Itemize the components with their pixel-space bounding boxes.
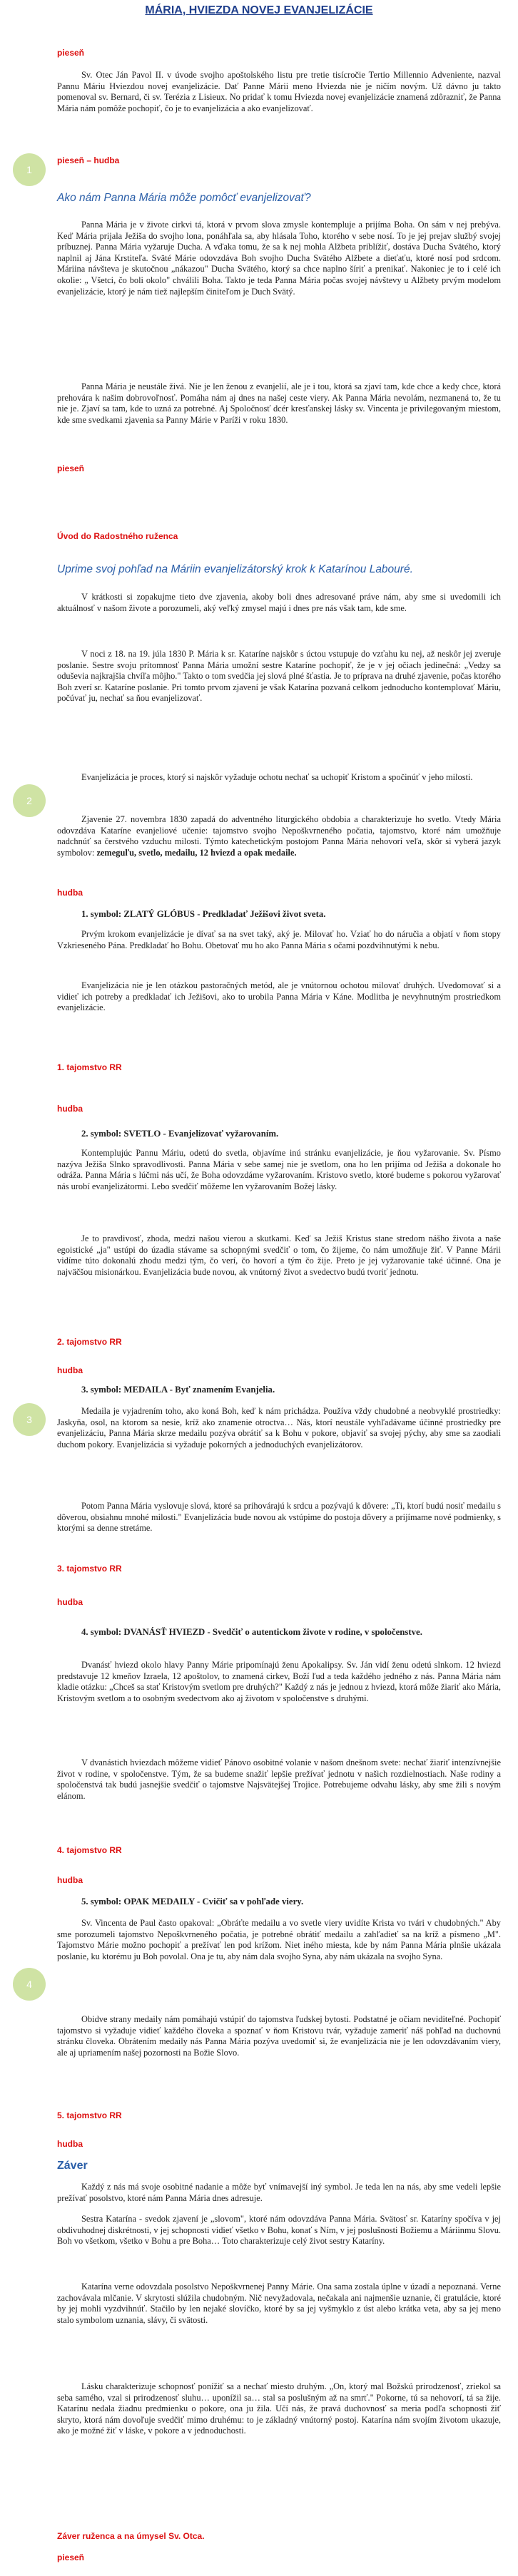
symbol-4-heading: 4. symbol: DVANÁSŤ HVIEZD - Svedčiť o autentickom živote v rodine, v spoločenstve.	[81, 1627, 422, 1637]
conclusion-paragraph-2: Sestra Katarína - svedok zjavení je „slovom", ktoré nám odovzdáva Panna Mária. Svätosť sr. Kataríny spočíva v jej obdivuhodnej diskrétnosti, v jej schopnosti vidieť všetko v Bohu, konať s Ním, v jej poslušnosti Božiemu a Máriinmu Slovu. Boh vo všetkom, všetko v Bohu a pre Boha… Toto charakterizuje celý život sestry Kataríny.	[57, 2214, 501, 2247]
music-label: hudba	[57, 2139, 83, 2149]
symbol-3-heading: 3. symbol: MEDAILA - Byť znamením Evanjelia.	[81, 1385, 275, 1395]
song-music-label: pieseň – hudba	[57, 155, 120, 165]
conclusion-paragraph-3: Katarína verne odovzdala posolstvo Nepoškvrnenej Panny Márie. Ona sama zostala úplne v úzadí a nepoznaná. Verne zachovávala mlčanie. V skrytosti slúžila chudobným. Nič nevyžadovala, nečakala ani najmenšie uznanie, či gratulácie, ktoré by jej mohli vyzdvihnúť. Stačilo by len nejaké slovíčko, ktoré by sa jej vyšmyklo z úst alebo krátka veta, aby sa jej meno stalo symbolom uznania, slávy, či svätosti.	[57, 2282, 501, 2325]
conclusion-paragraph-1: Každý z nás má svoje osobitné nadanie a môže byť vnímavejší iný symbol. Je teda len na nás, aby sme vedeli lepšie prežívať posolstvo, ktoré nám Panna Mária dnes adresuje.	[57, 2182, 501, 2203]
marker-4: 4	[13, 1968, 46, 2001]
marker-3: 3	[13, 1403, 46, 1436]
symbol-5-heading: 5. symbol: OPAK MEDAILY - Cvičiť sa v pohľade viery.	[81, 1897, 304, 1907]
mystery-5-label: 5. tajomstvo RR	[57, 2110, 122, 2120]
symbol-4-paragraph-1: Dvanásť hviezd okolo hlavy Panny Márie pripomínajú ženu Apokalipsy. Sv. Ján vidí ženu odetú slnkom. 12 hviezd predstavuje 12 kmeňov Izraela, 12 apoštolov, to znamená cirkev, Boží ľud a teda každého jedného z nás. Panna Mária nám kladie otázku: „Chceš sa stať Kristovým svetlom pre druhých?" Každý z nás je jednou z hviezd, ktorá môže žiariť ako Mária, Kristovým svetlom a to osobným svedectvom ako aj životom v spoločenstve s druhými.	[57, 1660, 501, 1703]
rosary-subtitle: Uprime svoj pohľad na Máriin evanjelizátorský krok k Katarínou Labouré.	[57, 563, 413, 575]
music-label: hudba	[57, 1875, 83, 1885]
conclusion-end-line: Záver ruženca a na úmysel Sv. Otca.	[57, 2531, 205, 2541]
intro-paragraph-1: Sv. Otec Ján Pavol II. v úvode svojho apoštolského listu pre tretie tisícročie Tertio Millennio Adveniente, nazval Pannu Máriu Hviezdou novej evanjelizácie. Dať Panne Márii meno Hviezda nie je ničím novým. Už dávno ju takto pomenoval sv. Bernard, či sv. Terézia z Lisieux. No pridať k tomu Hviezda novej evanjelizácie znamená zdôrazniť, že Panna Mária nám pomôže pochopiť, čo je to evanjelizácia a ako evanjelizovať.	[57, 70, 501, 113]
symbol-3-paragraph-2: Potom Panna Mária vyslovuje slová, ktoré sa prihovárajú k srdcu a pozývajú k dôvere: „Ti, ktorí budú nosiť medailu s dôverou, obsiahnu mnohé milosti." Evanjelizácia bude novou ak vstúpime do postoja dôvery a prijímame nové podmienky, s ktorými sa denne stretáme.	[57, 1501, 501, 1534]
music-label: hudba	[57, 1365, 83, 1375]
song-label: pieseň	[57, 2552, 85, 2562]
mystery-2-label: 2. tajomstvo RR	[57, 1337, 122, 1347]
symbol-1-paragraph-2: Evanjelizácia nie je len otázkou pastoračných metód, ale je vnútornou ochotou milovať druhých. Uvedomovať si a vidieť ich potreby a predkladať ich Ježišovi, ako to urobila Panna Mária v Káne. Modlitba je nevyhnutným prostriedkom evanjelizácie.	[57, 980, 501, 1013]
song-end-label: pieseň	[57, 463, 85, 473]
music-label: hudba	[57, 888, 83, 898]
conclusion-heading: Záver	[57, 2160, 88, 2172]
marker-2: 2	[13, 784, 46, 817]
symbol-1-heading: 1. symbol: ZLATÝ GLÓBUS - Predkladať Ježišovi život sveta.	[81, 909, 326, 919]
music-label: hudba	[57, 1597, 83, 1607]
symbol-4-paragraph-2: V dvanástich hviezdach môžeme vidieť Pánovo osobitné volanie v našom dnešnom svete: nechať žiariť intenzívnejšie život v rodine, v spoločenstve. Tým, že sa budeme snažiť lepšie prežívať jednotu v našich rozdielnostiach. Naše rodiny a spoločenstvá tak budú jasnejšie svedčiť o tajomstve Najsvätejšej Trojice. Potrebujeme odvahu lásky, aby sme žili s novým elánom.	[57, 1757, 501, 1801]
rosary-paragraph-2: V noci z 18. na 19. júla 1830 P. Mária k sr. Kataríne najskôr s úctou vstupuje do vzťahu ku nej, až neskôr jej zveruje poslanie. Sestre svoju prítomnosť Panna Mária umožní sestre Kataríne pochopiť, že je v jej očiach jedinečná: „Vedzy sa oduševia najkrajšia chvíľa môjho." Takto o tom svedčia jej slová plné šťastia. Je to príprava na druhé zjavenie, počas ktorého Boh zverí sr. Kataríne poslanie. Pri tomto prvom zjavení je však Katarína pozvaná celkom jednoducho kontemplovať Máriu, počúvať ju, nechať sa ňou evanjelizovať.	[57, 649, 501, 704]
music-label: hudba	[57, 1104, 83, 1114]
song-label: pieseň	[57, 48, 85, 58]
rosary-paragraph-4: Zjavenie 27. novembra 1830 zapadá do adventného liturgického obdobia a charakterizuje ho svetlo. Vtedy Mária odovzdáva Kataríne evanjeliové učenie: tajomstvo svojho Nepoškvrneného počatia, tajomstvo, ktoré nám umožňuje nadchnúť sa čerstvého vzduchu milosti. Týmto katechetickým postojom Panna Mária nehovorí veľa, skôr si vyberá jazyk symbolov: zemeguľu, svetlo, medailu, 12 hviezd a opak medaile.	[57, 814, 501, 858]
mystery-1-label: 1. tajomstvo RR	[57, 1062, 122, 1072]
mystery-3-label: 3. tajomstvo RR	[57, 1564, 122, 1574]
symbol-1-paragraph-1: Prvým krokom evanjelizácie je dívať sa na svet taký, aký je. Milovať ho. Vziať ho do náručia a objatí v ňom stopy Vzkrieseného Pána. Predkladať ho Bohu. Obetovať mu ho ako Panna Mária s očami pozdvihnutými k nebu.	[57, 929, 501, 950]
symbol-2-heading: 2. symbol: SVETLO - Evanjelizovať vyžarovaním.	[81, 1129, 279, 1139]
rosary-paragraph-1: V krátkosti si zopakujme tieto dve zjavenia, akoby boli dnes adresované práve nám, aby sme si uvedomili ich aktuálnosť v našom živote a porozumeli, aký veľký zmysel majú i dnes pre nás však tam, kde sme.	[57, 592, 501, 613]
intro-paragraph-2: Panna Mária je v živote cirkvi tá, ktorá v prvom slova zmysle kontempluje a prijíma Boha. On sám v nej prebýva. Keď Mária prijala Ježiša do svojho lona, ponáhľala sa, aby hlásala Toho, ktorého v sebe nosí. To je jej prejav službý svojej príbuznej. Panna Mária vyžaruje Ducha. A vďaka tomu, že sa k nej mohla Alžbeta priblížiť, dostáva Ducha Svätého, ktorý naplnil aj Jána Krstiteľa. Sväté Márie odovzdáva Boh svojho Ducha Svätého Alžbete a dieťaťu, ktoré nosí pod srdcom. Máriina návšteva je skutočnou „nákazou" Ducha Svätého, ktorý sa chce naplno šíriť a prenikať. Nakoniec je to i celé ich okolie: „ Všetci, čo boli okolo" chválili Boha. Takto je teda Panna Mária počas svojej návštevy u Alžbety prvým modelom evanjelizácie, ktorý je nám tiež najlepším činiteľom je Duch Svätý.	[57, 220, 501, 297]
marker-1: 1	[13, 153, 46, 186]
symbol-5-paragraph-2: Obidve strany medaily nám pomáhajú vstúpiť do tajomstva ľudskej bytosti. Podstatné je očiam neviditeľné. Pochopiť tajomstvo si vyžaduje vidieť každého človeka a spoznať v ňom Kristovu tvár, vyžaduje zameriť náš pohľad na duchovnú stránku človeka. Obrátením medaily nás Panna Mária pozýva uvedomiť si, že evanjelizácia nie je len odovzdávaním viery, ale aj upriamením našej pozornosti na Božie Slovo.	[57, 2014, 501, 2058]
rosary-paragraph-3: Evanjelizácia je proces, ktorý si najskôr vyžaduje ochotu nechať sa uchopiť Kristom a spočinúť v jeho milosti.	[81, 772, 473, 782]
rosary-heading: Úvod do Radostného ruženca	[57, 531, 178, 541]
symbol-2-paragraph-2: Je to pravdivosť, zhoda, medzi našou vierou a skutkami. Keď sa Ježiš Kristus stane stredom nášho života a naše egoistické „ja" ustúpi do úzadia stávame sa schopnými svedčiť o tom, čo žijeme, čo nám umožňuje žiť. V Panne Márii vidíme túto dokonalú zhodu medzi tým, čo verí, čo hovorí a tým čo žije. Preto je jej vyžarovanie také účinné. Ona je najväčšou misionárkou. Evanjelizácia bude novou, ak vnútorný život a svedectvo budú tvoriť jednotu.	[57, 1233, 501, 1277]
page-title: MÁRIA, HVIEZDA NOVEJ EVANJELIZÁCIE	[145, 4, 373, 16]
symbol-5-paragraph-1: Sv. Vincenta de Paul často opakoval: „Obráťte medailu a vo svetle viery uvidíte Krista vo tvári v chudobných." Aby sme porozumeli tajomstvo Nepoškvrneného počatia, je potrebné obrátiť medailu a zahľadieť sa na kríž a písmeno „M". Tajomstvo Márie možno pochopiť a prežívať len pod krížom. Niet iného miesta, kde by nám Panna Mária plnšie ukázala poslanie, ku ktorému ju Boh povolal. Ona je tu, aby nám dala svojho Syna, aby nám ukázala na svojho Syna.	[57, 1918, 501, 1961]
intro-paragraph-3: Panna Mária je neustále živá. Nie je len ženou z evanjelií, ale je i tou, ktorá sa zjaví tam, kde chce a kedy chce, ktorá prehovára k našim dobrovoľnosť. Pomáha nám aj dnes na našej ceste viery. Ak Panna Mária nevolám, nezmanená to, že tu nie je. Zjaví sa tam, kde to uzná za potrebné. Aj Spoločnosť dcér kresťanskej lásky sv. Vincenta je privilegovaným miestom, kde sme svedkami zjavenia sa Panny Márie v Paríži v roku 1830.	[57, 381, 501, 425]
symbol-2-paragraph-1: Kontemplujúc Pannu Máriu, odetú do svetla, objavíme inú stránku evanjelizácie, je ňou vyžarovanie. Sv. Písmo nazýva Ježiša Slnko spravodlivosti. Panna Mária v sebe samej nie je svetlom, ona ho len prijíma od Ježiša a dokonale ho odráža. Panna Mária s lúčmi nás učí, že Boha odovzdáme vyžarovaním. Kristovo svetlo, ktoré budeme s pokorou vyžarovať nás urobí evanjelizátormi. Lebo svedčiť môžeme len vyžarovaním Božej lásky.	[57, 1148, 501, 1191]
symbol-3-paragraph-1: Medaila je vyjadrením toho, ako koná Boh, keď k nám prichádza. Používa vždy chudobné a neobvyklé prostriedky: Jaskyňa, osol, na ktorom sa nesie, kríž ako znamenie otroctva… Nás, ktorí neustále vyhľadávame účinné prostriedky pre evanjelizáciu, Panna Mária skrze medailu pozýva obrátiť sa k Bohu v pokore, objaviť sa svojej pýchy, aby sme sa zaodiali duchom pokory. Evanjelizácia si vyžaduje pokorných a jednoduchých evanjelizátorov.	[57, 1406, 501, 1449]
mystery-4-label: 4. tajomstvo RR	[57, 1845, 122, 1855]
conclusion-paragraph-4: Lásku charakterizuje schopnosť ponížiť sa a nechať miesto druhým. „On, ktorý mal Božskú prirodzenosť, zriekol sa seba samého, vzal si prirodzenosť sluhu… uponížil sa… stal sa poslušným až na smrť." Pokorne, tú sa nehovorí, tá sa žije. Katarínu nedala žiadnu predmienku o pokore, ona ju žila. Učí nás, že pravá duchovnosť sa meria podľa schopnosti žiť skryto, ktorá nám dovoľuje svedčiť mimo druhému: to je základný vnútorný postoj. Katarína nám svojím životom ukazuje, ako je možné žiť v láske, v pokore a v jednoduchosti.	[57, 2381, 501, 2436]
intro-subtitle: Ako nám Panna Mária môže pomôcť evanjelizovať?	[57, 192, 311, 204]
